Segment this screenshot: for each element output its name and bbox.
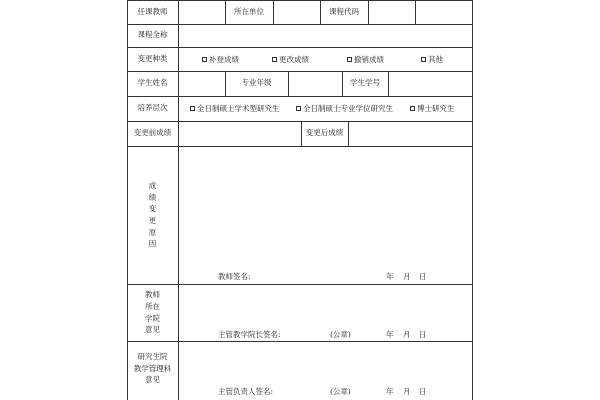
option-supplement[interactable] <box>202 47 239 71</box>
date-year: 年 <box>386 330 394 339</box>
option-label: 全日制硕士学术型研究生 <box>197 104 280 113</box>
option-academic-master[interactable] <box>190 96 280 121</box>
checkbox[interactable] <box>272 57 277 62</box>
option-revoke[interactable] <box>347 47 384 71</box>
grad-school-opinion-label <box>127 341 178 391</box>
student-name-field[interactable] <box>178 71 225 96</box>
label-line: 意见 <box>145 375 160 385</box>
grade-change-form <box>127 0 473 400</box>
label-char: 更 <box>148 216 157 225</box>
checkbox[interactable] <box>421 57 426 62</box>
date-month: 月 <box>403 387 411 396</box>
teacher-label: 任课教师 <box>137 6 168 16</box>
checkbox[interactable] <box>410 106 415 111</box>
date-day: 日 <box>419 387 427 396</box>
course-name-label: 课程全称 <box>137 30 168 40</box>
date-year: 年 <box>386 272 394 281</box>
course-code-field[interactable] <box>368 0 415 24</box>
teacher-signature-label: 教师签名: <box>218 272 251 281</box>
label-char: 成 <box>148 181 157 191</box>
manager-signature-label: 主管负责人签名: <box>218 387 274 396</box>
label-line: 学院 <box>145 313 160 323</box>
date-day: 日 <box>419 330 427 339</box>
label-line: 意见 <box>145 325 160 335</box>
label-char: 绩 <box>148 192 157 202</box>
label-char: 变 <box>148 204 157 214</box>
training-level-label: 培养层次 <box>137 103 168 113</box>
checkbox[interactable] <box>347 57 352 62</box>
label-char: 因 <box>148 239 157 249</box>
score-after-field[interactable] <box>348 121 473 146</box>
college-opinion-label <box>127 284 178 341</box>
score-before-field[interactable] <box>178 121 301 146</box>
option-label: 博士研究生 <box>417 104 455 113</box>
date-month: 月 <box>403 330 411 339</box>
score-before-label: 变更前成绩 <box>133 128 172 138</box>
option-label: 补登成绩 <box>209 54 239 64</box>
label-line: 研究生院 <box>137 352 168 361</box>
date-year: 年 <box>386 387 394 396</box>
student-id-field[interactable] <box>388 71 473 96</box>
official-seal: (公章) <box>330 330 351 339</box>
grade-field[interactable] <box>288 71 342 96</box>
course-name-field[interactable] <box>178 24 473 47</box>
date-month: 月 <box>403 272 411 281</box>
option-label: 其他 <box>428 54 443 64</box>
change-reason-field[interactable] <box>178 146 473 284</box>
label-line: 所在 <box>145 301 160 311</box>
official-seal: (公章) <box>330 387 351 396</box>
option-other[interactable] <box>421 47 443 71</box>
label-line: 教学管理科 <box>133 363 172 373</box>
option-professional-master[interactable] <box>296 96 393 121</box>
date-day: 日 <box>419 272 427 281</box>
dean-signature-label: 主管教学院长签名: <box>218 330 281 339</box>
change-reason-label <box>127 146 178 284</box>
student-name-label: 学生姓名 <box>137 78 168 88</box>
course-code-label: 课程代码 <box>329 6 359 16</box>
label-line: 教师 <box>145 290 160 300</box>
option-label: 撤销成绩 <box>354 54 384 64</box>
unit-label: 所在单位 <box>234 6 264 16</box>
teacher-field[interactable] <box>178 0 225 24</box>
checkbox[interactable] <box>296 106 301 111</box>
option-modify[interactable] <box>272 47 309 71</box>
grade-label: 专业年级 <box>241 78 272 88</box>
score-after-label: 变更后成绩 <box>305 128 344 138</box>
checkbox[interactable] <box>190 106 195 111</box>
unit-field[interactable] <box>273 0 320 24</box>
option-label: 更改成绩 <box>279 54 309 64</box>
student-id-label: 学生学号 <box>350 78 380 88</box>
label-char: 原 <box>148 227 157 237</box>
option-doctoral[interactable] <box>410 96 455 121</box>
row1-extra-field[interactable] <box>415 0 473 24</box>
option-label: 全日制硕士专业学位研究生 <box>303 104 393 113</box>
change-type-label: 变更种类 <box>137 53 168 63</box>
checkbox[interactable] <box>202 57 207 62</box>
